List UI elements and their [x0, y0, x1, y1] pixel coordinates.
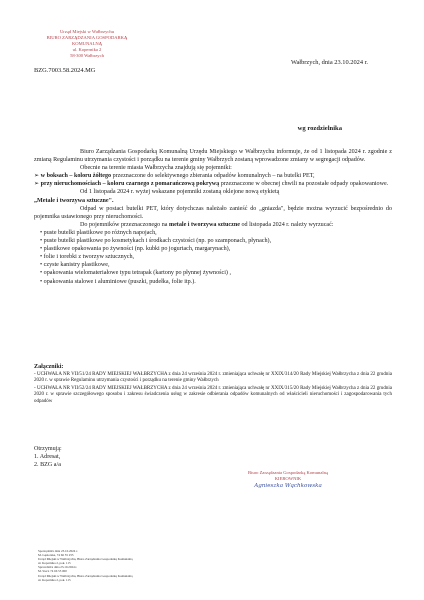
- attachments-heading: Załączniki:: [34, 364, 64, 370]
- paragraph-text: Do pojemników przeznaczonego na: [80, 221, 170, 228]
- reference-number: BZG.7003.58.2024.MG: [34, 67, 96, 74]
- bullet-bold: przy nieruchomościach – koloru czarnego z pomarańczową pokrywą: [40, 181, 220, 188]
- footer-line: Sprawdził/a dnia 23.10.2024 r.: [38, 565, 78, 570]
- recipients: [34, 445, 62, 470]
- list-item: • folie i torebki z tworzyw sztucznych,: [40, 254, 135, 261]
- footer-line: M. Gąsiorska, 74 66 55 255: [38, 553, 74, 558]
- footer-line: ul. Kopernika 2, pok. 115: [38, 561, 71, 566]
- prepared-by-footer: [38, 549, 133, 582]
- list-item: • puste butelki plastikowe po różnych napojach,: [40, 229, 157, 236]
- bullet-bold: w boksach – koloru żółtego: [40, 173, 112, 180]
- list-item: • puste butelki plastikowe po kosmetykach i środkach czystości (np. po szamponach, płynach),: [40, 238, 272, 245]
- stamp-line: BIURO ZARZĄDZANIA GOSPODARKĄ: [46, 35, 128, 40]
- paragraph: [34, 221, 392, 229]
- stamp-line: ul. Kopernika 2: [72, 47, 102, 52]
- office-stamp: [38, 29, 136, 59]
- bullet-text: przeznaczone do selektywnego zbierania odpadów komunalnych – na butelki PET,: [111, 173, 315, 180]
- paragraph: [34, 188, 392, 204]
- recipient-item: 1. Adresat,: [34, 454, 61, 461]
- attachment-item: - UCHWAŁA NR VII/52/24 RADY MIEJSKIEJ WAŁBRZYCHA z dnia 24 września 2024 r. zmieniająca uchwałę nr XXIX/315/20 Rady Miejskiej Wałbrzycha z dnia 22 grudnia 2020 r. w sprawie szczegółowego sposobu i zakresu świadczenia usług w zakresie odbierania odpadów komunalnych od właścicieli nieruchomości i zagospodarowania tych odpadów: [34, 385, 392, 404]
- signature-office: Biuro Zarządzania Gospodarką Komunalną: [248, 470, 328, 475]
- attachments-list: [34, 372, 392, 406]
- stamp-line: 58-300 Wałbrzych: [70, 53, 104, 58]
- footer-line: Sporządził/a dnia 23.10.2024 r.: [38, 549, 78, 553]
- bullet-item: [34, 172, 392, 180]
- stamp-line: KOMUNALNĄ: [71, 41, 103, 46]
- footer-line: Urząd Miejski w Wałbrzychu, Biuro Zarządzania Gospodarką Komunalną: [38, 573, 133, 578]
- paragraph-text: Od 1 listopada 2024 r. wyżej wskazane pojemniki zostaną oklejone nową etykietą: [80, 189, 280, 196]
- paragraph: Odpad w postaci butelki PET, który dotychczas należało zanieść do „gniazda", będzie można wyrzucić bezpośrednio do pojemnika ustawionego przy nieruchomości.: [34, 205, 392, 220]
- bold-term: metale i tworzywa sztuczne: [169, 221, 240, 228]
- list-item: • opakowania wielomateriałowe typu tetrapak (kartony po płynnej żywności) ,: [40, 270, 231, 277]
- bullet-text: przeznaczone w obecnej chwili na pozostałe odpady opakowaniowe.: [219, 181, 389, 188]
- footer-line: Urząd Miejski w Wałbrzychu, Biuro Zarządzania Gospodarką Komunalną: [38, 557, 133, 562]
- stamp-line: Urząd Miejski w Wałbrzychu: [59, 29, 115, 34]
- signature-title: KIEROWNIK: [274, 476, 302, 482]
- recipients-heading: Otrzymują:: [34, 446, 62, 452]
- paragraph: Biuro Zarządzania Gospodarką Komunalną Urzędu Miejskiego w Wałbrzychu informuje, że od 1 listopada 2024 r. zgodnie z zmianą Regulaminu utrzymania czystości i porządku na terenie gminy Wałbrzych zostaną wprowadzone zmiany w segregacji odpadów.: [34, 149, 392, 164]
- list-item: • opakowania stalowe i aluminiowe (puszki, pudełka, folie itp.).: [40, 278, 196, 285]
- label-name: „Metale i tworzywa sztuczne".: [34, 197, 114, 204]
- arrow-bullet-icon: ➢: [34, 173, 41, 180]
- document-date: Wałbrzych, dnia 23.10.2024 r.: [290, 59, 368, 66]
- list-item: • czyste kanistry plastikowe,: [40, 262, 110, 269]
- arrow-bullet-icon: ➢: [34, 181, 41, 188]
- footer-line: ul. Kopernika 2, pok. 115: [38, 577, 71, 582]
- recipient-item: 2. BZG a/a: [34, 462, 61, 469]
- paragraph: Obecnie na terenie miasta Wałbrzycha znajdują się pojemniki:: [80, 165, 232, 172]
- signature-stamp: [232, 470, 344, 489]
- list-item: • plastikowe opakowania po żywności (np. kubki po jogurtach, margarynach),: [40, 246, 231, 253]
- letter-body: [34, 148, 392, 286]
- attachment-item: - UCHWAŁA NR VII/51/24 RADY MIEJSKIEJ WAŁBRZYCHA z dnia 24 września 2024 r. zmieniająca uchwałę nr XXIX/314/20 Rady Miejskiej Wałbrzycha z dnia 22 grudnia 2020 r. w sprawie Regulaminu utrzymania czystości i porządku na terenie gminy Wałbrzych: [34, 372, 392, 384]
- footer-line: M. Stecz 74 66 55 000: [38, 569, 67, 574]
- signature-name: Agnieszka Wąchkowska: [254, 482, 322, 489]
- paragraph-text: od listopada 2024 r. należy wyrzucać:: [239, 221, 334, 228]
- addressee: wg rozdzielnika: [297, 125, 342, 132]
- bullet-item: [34, 180, 392, 188]
